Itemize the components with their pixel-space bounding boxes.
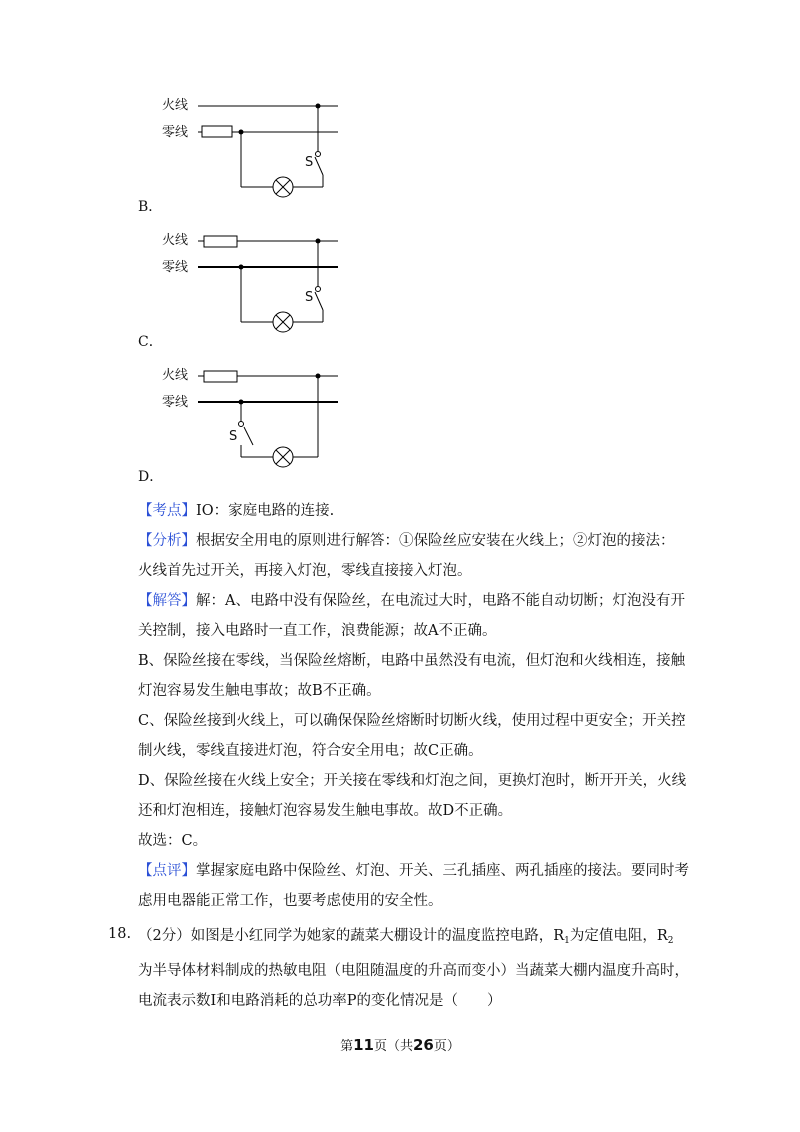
live-wire-label: 火线	[162, 98, 189, 113]
fenxi-tag: 【分析】	[138, 533, 196, 549]
switch-label: S	[305, 155, 314, 170]
page-footer	[0, 1035, 800, 1054]
footer-prefix: 第	[340, 1039, 354, 1054]
dianping-line	[138, 856, 698, 886]
page-number: 11	[353, 1036, 374, 1054]
subscript: 1	[564, 936, 570, 946]
jieda-line	[138, 586, 698, 616]
footer-mid: 页（共	[373, 1039, 413, 1054]
dianping-tag: 【点评】	[138, 863, 196, 879]
question-line-part: （2分）如图是小红同学为她家的蔬菜大棚设计的温度监控电路，R	[138, 928, 565, 944]
dianping-line: 虑用电器能正常工作，也要考虑使用的安全性。	[138, 893, 443, 909]
option-c-label: C．	[138, 334, 163, 350]
question-line-part: 为定值电阻，R	[569, 928, 668, 944]
switch-icon	[244, 427, 253, 445]
circuit-diagram-c	[160, 228, 360, 328]
jieda-line: 还和灯泡相连，接触灯泡容易发生触电事故。故D不正确。	[138, 803, 513, 819]
dianping-text: 掌握家庭电路中保险丝、灯泡、开关、三孔插座、两孔插座的接法。要同时考	[196, 863, 689, 879]
neutral-wire-label: 零线	[162, 125, 189, 140]
switch-icon	[315, 292, 323, 310]
jieda-line: D、保险丝接在火线上安全；开关接在零线和灯泡之间，更换灯泡时，断开开关，火线	[138, 773, 687, 789]
question-number: 18.	[108, 926, 132, 942]
option-d-label: D．	[138, 469, 164, 485]
live-wire-label: 火线	[162, 233, 189, 248]
kaodian-tag: 【考点】	[138, 503, 196, 519]
fuse-icon	[202, 126, 232, 137]
neutral-wire-label: 零线	[162, 395, 189, 410]
jieda-tag: 【解答】	[138, 593, 196, 609]
switch-icon	[239, 422, 244, 427]
kaodian-text: IO：家庭电路的连接.	[196, 503, 335, 519]
switch-icon	[315, 157, 323, 175]
question-line: 为半导体材料制成的热敏电阻（电阻随温度的升高而变小）当蔬菜大棚内温度升高时，	[138, 963, 689, 979]
analysis-section	[138, 496, 698, 916]
fuse-icon	[204, 236, 237, 247]
subscript: 2	[667, 936, 674, 946]
switch-label: S	[229, 429, 238, 444]
jieda-line: 灯泡容易发生触电事故；故B不正确。	[138, 683, 381, 699]
neutral-wire-label: 零线	[162, 260, 189, 275]
option-b-label: B．	[138, 199, 163, 215]
circuit-diagram-d	[160, 363, 360, 463]
jieda-line: B、保险丝接在零线，当保险丝熔断，电路中虽然没有电流，但灯泡和火线相连，接触	[138, 653, 686, 669]
jieda-line: C、保险丝接到火线上，可以确保保险丝熔断时切断火线，使用过程中更安全；开关控	[138, 713, 686, 729]
fuse-icon	[204, 371, 237, 382]
question-line: 电流表示数I和电路消耗的总功率P的变化情况是（ ）	[138, 993, 502, 1009]
fenxi-line: 火线首先过开关，再接入灯泡，零线直接接入灯泡。	[138, 563, 472, 579]
switch-label: S	[305, 290, 314, 305]
kaodian-line	[138, 496, 698, 526]
total-pages: 26	[413, 1036, 434, 1054]
answer-line: 故选：C。	[138, 833, 208, 849]
fenxi-text: 根据安全用电的原则进行解答：①保险丝应安装在火线上；②灯泡的接法：	[196, 533, 675, 549]
circuit-diagram-b	[160, 93, 360, 193]
switch-icon	[316, 152, 321, 157]
switch-icon	[316, 287, 321, 292]
jieda-text: 解：A、电路中没有保险丝，在电流过大时，电路不能自动切断；灯泡没有开	[196, 593, 685, 609]
question-text	[138, 921, 698, 1016]
footer-suffix: 页）	[433, 1039, 460, 1054]
jieda-line: 制火线，零线直接进灯泡，符合安全用电；故C正确。	[138, 743, 483, 759]
jieda-line: 关控制，接入电路时一直工作，浪费能源；故A不正确。	[138, 623, 497, 639]
fenxi-line	[138, 526, 698, 556]
question-line	[138, 921, 698, 956]
live-wire-label: 火线	[162, 368, 189, 383]
